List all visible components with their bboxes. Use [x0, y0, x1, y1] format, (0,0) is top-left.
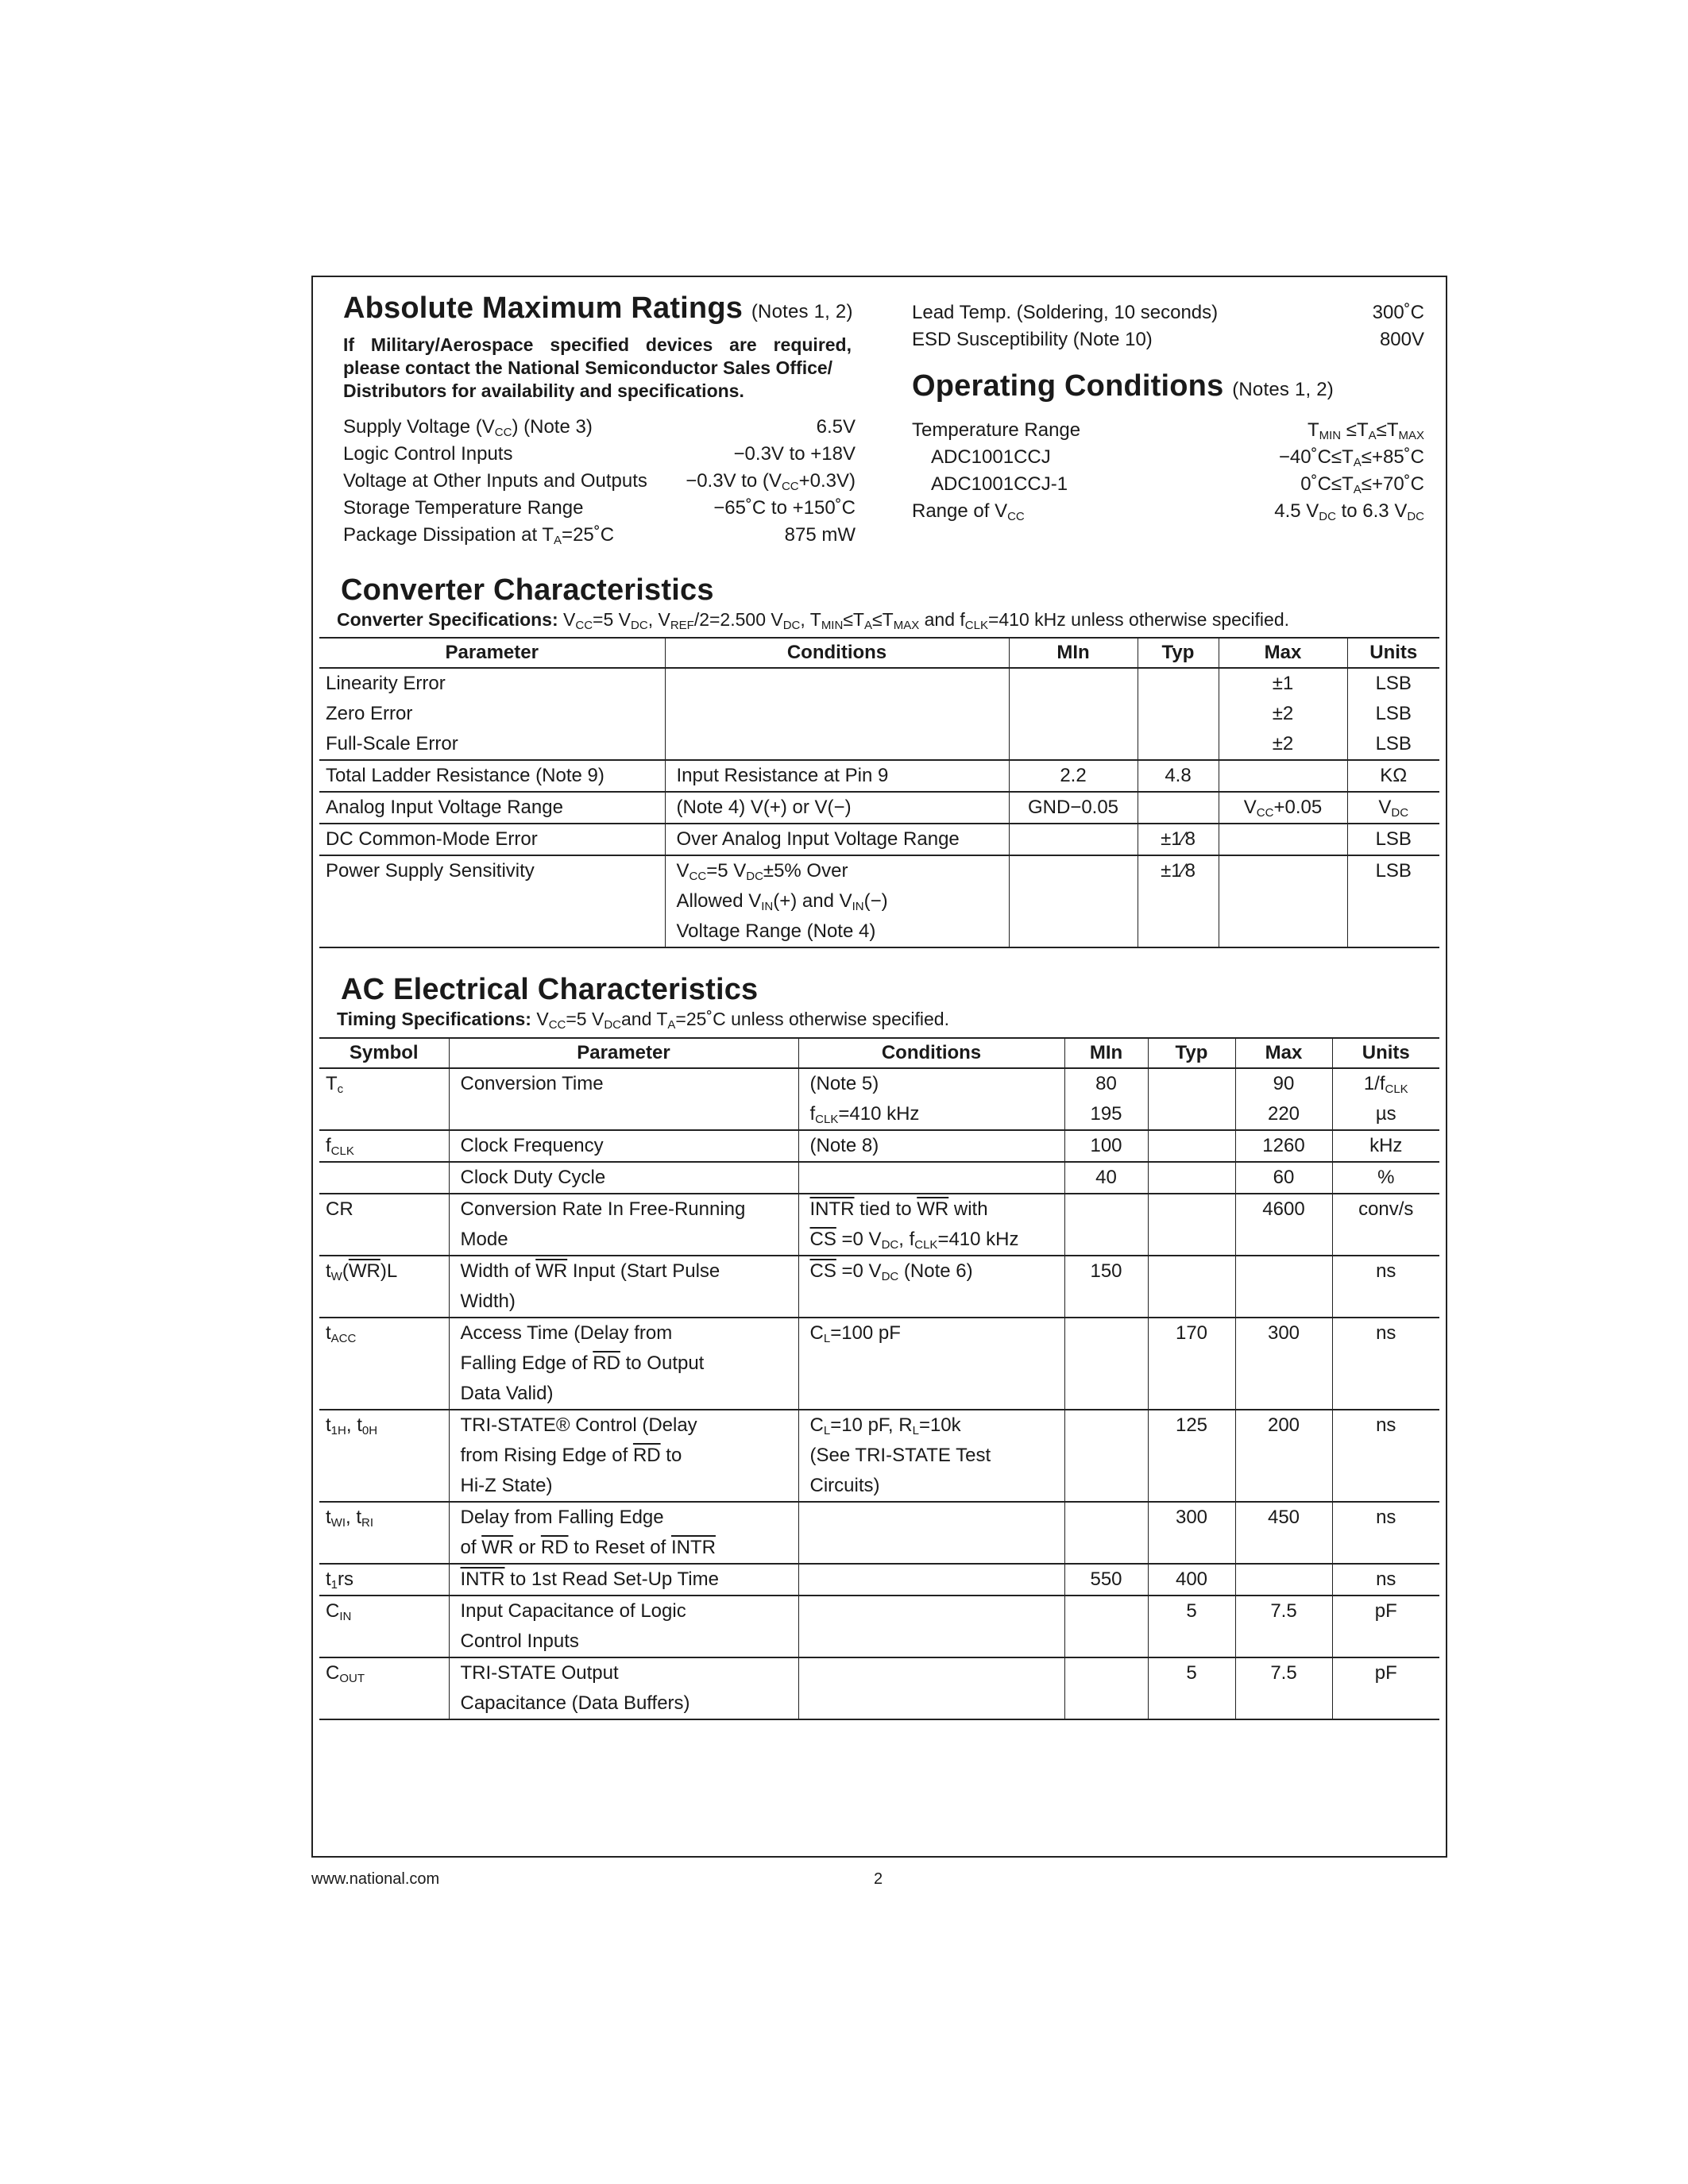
ccj-label: ADC1001CCJ — [931, 446, 1051, 468]
ac-conditions — [798, 1657, 1064, 1719]
ac-typ: 5 — [1148, 1657, 1235, 1719]
cc-header-cell: Units — [1347, 638, 1439, 668]
vcc-range-label: Range of $V_{CC}$ — [912, 500, 1025, 523]
ac-table — [319, 1037, 1439, 1720]
ac-min: 150 — [1064, 1256, 1148, 1318]
ccj1-row — [912, 471, 1424, 498]
ac-conditions — [798, 1502, 1064, 1564]
oc-notes: (Notes 1, 2) — [1232, 379, 1334, 400]
table-row — [319, 1162, 1439, 1194]
ccj-row — [912, 444, 1424, 471]
ac-min: 80 195 — [1064, 1068, 1148, 1130]
cc-header-cell: Typ — [1138, 638, 1219, 668]
cc-conditions — [665, 668, 1009, 760]
ac-conditions: $C_L=100$ pF — [798, 1318, 1064, 1410]
footer-site: www.national.com — [311, 1870, 440, 1888]
cc-header-cell: Conditions — [665, 638, 1009, 668]
lead-temp-label: Lead Temp. (Soldering, 10 seconds) — [912, 302, 1219, 323]
ac-symbol: $f_{CLK}$ — [319, 1130, 449, 1162]
table-row — [319, 668, 1439, 760]
cc-min — [1009, 855, 1138, 947]
ac-typ — [1148, 1194, 1235, 1256]
ac-header-cell: Units — [1332, 1038, 1439, 1068]
cc-parameter: Power Supply Sensitivity — [319, 855, 665, 947]
ac-units: ns — [1332, 1502, 1439, 1564]
ac-max: 7.5 — [1235, 1596, 1332, 1657]
cc-conditions: Over Analog Input Voltage Range — [665, 824, 1009, 855]
lead-temp-row — [912, 299, 1424, 326]
ac-header-cell: Parameter — [449, 1038, 798, 1068]
ac-typ: 5 — [1148, 1596, 1235, 1657]
ac-min: 550 — [1064, 1564, 1148, 1596]
cc-title: Converter Characteristics — [341, 573, 714, 607]
ac-symbol: CR — [319, 1194, 449, 1256]
cc-typ — [1138, 668, 1219, 760]
supply-voltage-row — [343, 414, 856, 441]
ac-min — [1064, 1410, 1148, 1502]
temp-range-value: $T_{MIN} \le T_A\le T_{MAX}$ — [1307, 419, 1424, 442]
esd-row — [912, 326, 1424, 353]
cc-parameter: DC Common-Mode Error — [319, 824, 665, 855]
cc-spec-label: Converter Specifications: — [337, 609, 558, 630]
ac-typ: 125 — [1148, 1410, 1235, 1502]
ac-header-cell: Symbol — [319, 1038, 449, 1068]
ac-spec-line — [337, 1009, 949, 1030]
military-notice — [343, 334, 852, 403]
ac-conditions: $C_L=10$ pF, $R_L=10k$ (See TRI-STATE Test Circuits) — [798, 1410, 1064, 1502]
cc-max — [1219, 760, 1347, 792]
storage-temp-label: Storage Temperature Range — [343, 497, 584, 519]
table-row — [319, 1068, 1439, 1130]
supply-voltage-value: 6.5V — [816, 416, 856, 438]
ac-conditions: $\overline{CS} =0$ $V_{DC}$ (Note 6) — [798, 1256, 1064, 1318]
ac-min — [1064, 1318, 1148, 1410]
cc-max: $V_{CC}+0.05$ — [1219, 792, 1347, 824]
table-row — [319, 792, 1439, 824]
temp-range-row — [912, 417, 1424, 444]
ac-spec-label: Timing Specifications: — [337, 1009, 531, 1029]
supply-voltage-label: Supply Voltage $(V_{CC})$ (Note 3) — [343, 416, 593, 439]
ac-max: 450 — [1235, 1502, 1332, 1564]
ac-typ — [1148, 1130, 1235, 1162]
ac-max: 4600 — [1235, 1194, 1332, 1256]
ac-min — [1064, 1194, 1148, 1256]
ac-min: 40 — [1064, 1162, 1148, 1194]
ac-symbol: $t_{1H}$, $t_{0H}$ — [319, 1410, 449, 1502]
converter-table — [319, 637, 1439, 948]
cc-min: GND−0.05 — [1009, 792, 1138, 824]
page-number: 2 — [874, 1870, 883, 1888]
ac-units: ns — [1332, 1256, 1439, 1318]
package-dissipation-row — [343, 522, 856, 549]
ac-symbol — [319, 1162, 449, 1194]
ac-typ — [1148, 1068, 1235, 1130]
cc-units: LSB — [1347, 855, 1439, 947]
notice-line: Distributors for availability and specifications. — [343, 380, 744, 401]
cc-typ: 4.8 — [1138, 760, 1219, 792]
ac-units: ns — [1332, 1318, 1439, 1410]
logic-inputs-row — [343, 441, 856, 468]
oc-title-text: Operating Conditions — [912, 369, 1224, 403]
ac-units: $1/f_{CLK}$ µs — [1332, 1068, 1439, 1130]
cc-conditions: (Note 4) V(+) or V(−) — [665, 792, 1009, 824]
cc-units: LSB LSB LSB — [1347, 668, 1439, 760]
table-row — [319, 1130, 1439, 1162]
ac-symbol: $C_{IN}$ — [319, 1596, 449, 1657]
ac-symbol: $t_{WI}$, $t_{RI}$ — [319, 1502, 449, 1564]
ac-symbol: $C_{OUT}$ — [319, 1657, 449, 1719]
ac-typ: 400 — [1148, 1564, 1235, 1596]
ac-conditions — [798, 1162, 1064, 1194]
oc-title — [912, 369, 1334, 403]
ac-units: kHz — [1332, 1130, 1439, 1162]
ac-units: pF — [1332, 1657, 1439, 1719]
cc-conditions: $V_{CC}=5$ $V_{DC}\pm 5\%$ Over Allowed $V_{IN}(+)$ and $V_{IN}(-)$ Voltage Range (Note 4) — [665, 855, 1009, 947]
cc-parameter: Analog Input Voltage Range — [319, 792, 665, 824]
ac-conditions: (Note 8) — [798, 1130, 1064, 1162]
ac-header-cell: Typ — [1148, 1038, 1235, 1068]
ac-parameter: Clock Frequency — [449, 1130, 798, 1162]
cc-header-cell: Max — [1219, 638, 1347, 668]
table-row — [319, 1318, 1439, 1410]
logic-inputs-label: Logic Control Inputs — [343, 443, 513, 465]
ac-conditions: (Note 5) $f_{CLK}=410$ kHz — [798, 1068, 1064, 1130]
ac-symbol: $t_1rs$ — [319, 1564, 449, 1596]
table-row — [319, 1502, 1439, 1564]
cc-spec-text: $V_{CC}=5$ $V_{DC}$, $V_{REF}/2=2.500$ $V_{DC}$, $T_{MIN}\le T_A\le T_{MAX}$ and $f_{CLK}=410$ kHz unless otherwise specified. — [563, 609, 1290, 632]
table-row — [319, 855, 1439, 947]
ac-parameter: Conversion Rate In Free-Running Mode — [449, 1194, 798, 1256]
ac-max: 90 220 — [1235, 1068, 1332, 1130]
cc-header-cell: MIn — [1009, 638, 1138, 668]
ac-max: 60 — [1235, 1162, 1332, 1194]
ccj-value: $-40˚C\le T_A\le+85˚C$ — [1278, 446, 1424, 469]
cc-max: ±1 ±2 ±2 — [1219, 668, 1347, 760]
ac-parameter: TRI-STATE® Control (Delay from Rising Edge of $\overline{RD}$ to Hi-Z State) — [449, 1410, 798, 1502]
cc-min — [1009, 824, 1138, 855]
ac-header-cell: Max — [1235, 1038, 1332, 1068]
cc-parameter: Total Ladder Resistance (Note 9) — [319, 760, 665, 792]
cc-typ — [1138, 792, 1219, 824]
ac-conditions — [798, 1564, 1064, 1596]
ac-max: 7.5 — [1235, 1657, 1332, 1719]
vcc-range-row — [912, 498, 1424, 525]
ac-typ: 300 — [1148, 1502, 1235, 1564]
ac-conditions: INTR tied to $\overline{WR}$ with $\overline{CS} =0$ $V_{DC}$, $f_{CLK}=410$ kHz — [798, 1194, 1064, 1256]
package-dissipation-value: 875 mW — [784, 524, 856, 546]
amr-notes: (Notes 1, 2) — [751, 301, 853, 322]
ac-header-cell: MIn — [1064, 1038, 1148, 1068]
notice-line: If Military/Aerospace specified devices are required, — [343, 334, 852, 355]
ac-symbol: $t_W(\overline{WR})L$ — [319, 1256, 449, 1318]
amr-title — [343, 291, 853, 326]
ac-units: pF — [1332, 1596, 1439, 1657]
ac-parameter: Conversion Time — [449, 1068, 798, 1130]
cc-min: 2.2 — [1009, 760, 1138, 792]
cc-spec-line — [337, 609, 1289, 631]
ac-max: 200 — [1235, 1410, 1332, 1502]
table-row — [319, 1596, 1439, 1657]
other-inputs-label: Voltage at Other Inputs and Outputs — [343, 470, 647, 492]
logic-inputs-value: −0.3V to +18V — [733, 443, 856, 465]
ac-symbol: $t_{ACC}$ — [319, 1318, 449, 1410]
notice-line: please contact the National Semiconductor Sales Office/ — [343, 357, 833, 378]
lead-temp-value: 300˚C — [1372, 302, 1424, 323]
cc-units: KΩ — [1347, 760, 1439, 792]
ac-units: conv/s — [1332, 1194, 1439, 1256]
storage-temp-value: −65˚C to +150˚C — [713, 497, 856, 519]
table-row — [319, 1657, 1439, 1719]
ac-max: 300 — [1235, 1318, 1332, 1410]
other-inputs-row — [343, 468, 856, 495]
ac-symbol: $T_c$ — [319, 1068, 449, 1130]
ac-max: 1260 — [1235, 1130, 1332, 1162]
ac-parameter: INTR to 1st Read Set-Up Time — [449, 1564, 798, 1596]
table-row — [319, 760, 1439, 792]
ac-header-cell: Conditions — [798, 1038, 1064, 1068]
vcc-range-value: 4.5 $V_{DC}$ to 6.3 $V_{DC}$ — [1274, 500, 1424, 523]
ac-conditions — [798, 1596, 1064, 1657]
ac-units: ns — [1332, 1410, 1439, 1502]
ac-min — [1064, 1596, 1148, 1657]
cc-max — [1219, 855, 1347, 947]
ac-parameter: TRI-STATE Output Capacitance (Data Buffers) — [449, 1657, 798, 1719]
ac-typ: 170 — [1148, 1318, 1235, 1410]
temp-range-label: Temperature Range — [912, 419, 1081, 441]
ac-max — [1235, 1256, 1332, 1318]
table-row — [319, 1410, 1439, 1502]
ccj1-value: $0˚C\le T_A\le+70˚C$ — [1300, 473, 1424, 496]
cc-typ: ±1⁄8 — [1138, 855, 1219, 947]
esd-value: 800V — [1379, 329, 1424, 350]
cc-header-cell: Parameter — [319, 638, 665, 668]
table-row — [319, 824, 1439, 855]
ac-units: % — [1332, 1162, 1439, 1194]
esd-label: ESD Susceptibility (Note 10) — [912, 329, 1153, 350]
cc-units: LSB — [1347, 824, 1439, 855]
other-inputs-value: −0.3V to $(V_{CC}+0.3V)$ — [686, 470, 856, 493]
ac-parameter: Access Time (Delay from Falling Edge of $\overline{RD}$ to Output Data Valid) — [449, 1318, 798, 1410]
ac-min — [1064, 1502, 1148, 1564]
ac-min — [1064, 1657, 1148, 1719]
cc-typ: ±1⁄8 — [1138, 824, 1219, 855]
cc-max — [1219, 824, 1347, 855]
ac-title: AC Electrical Characteristics — [341, 973, 759, 1006]
cc-min — [1009, 668, 1138, 760]
cc-conditions: Input Resistance at Pin 9 — [665, 760, 1009, 792]
ccj1-label: ADC1001CCJ-1 — [931, 473, 1068, 495]
ac-parameter: Clock Duty Cycle — [449, 1162, 798, 1194]
amr-title-text: Absolute Maximum Ratings — [343, 291, 744, 325]
table-row — [319, 1564, 1439, 1596]
cc-units: $V_{DC}$ — [1347, 792, 1439, 824]
ac-parameter: Width of $\overline{WR}$ Input (Start Pulse Width) — [449, 1256, 798, 1318]
ac-typ — [1148, 1256, 1235, 1318]
ac-parameter: Delay from Falling Edge of $\overline{WR}$ or $\overline{RD}$ to Reset of INTR — [449, 1502, 798, 1564]
storage-temp-row — [343, 495, 856, 522]
table-row — [319, 1194, 1439, 1256]
ac-max — [1235, 1564, 1332, 1596]
package-dissipation-label: Package Dissipation at $T_A=25˚C$ — [343, 524, 615, 547]
cc-parameter: Linearity Error Zero Error Full-Scale Error — [319, 668, 665, 760]
ac-min: 100 — [1064, 1130, 1148, 1162]
ac-spec-text: $V_{CC}=5$ $V_{DC}and$ $T_A=25˚C$ unless otherwise specified. — [536, 1009, 949, 1032]
table-row — [319, 1256, 1439, 1318]
ac-units: ns — [1332, 1564, 1439, 1596]
ac-parameter: Input Capacitance of Logic Control Inputs — [449, 1596, 798, 1657]
ac-typ — [1148, 1162, 1235, 1194]
